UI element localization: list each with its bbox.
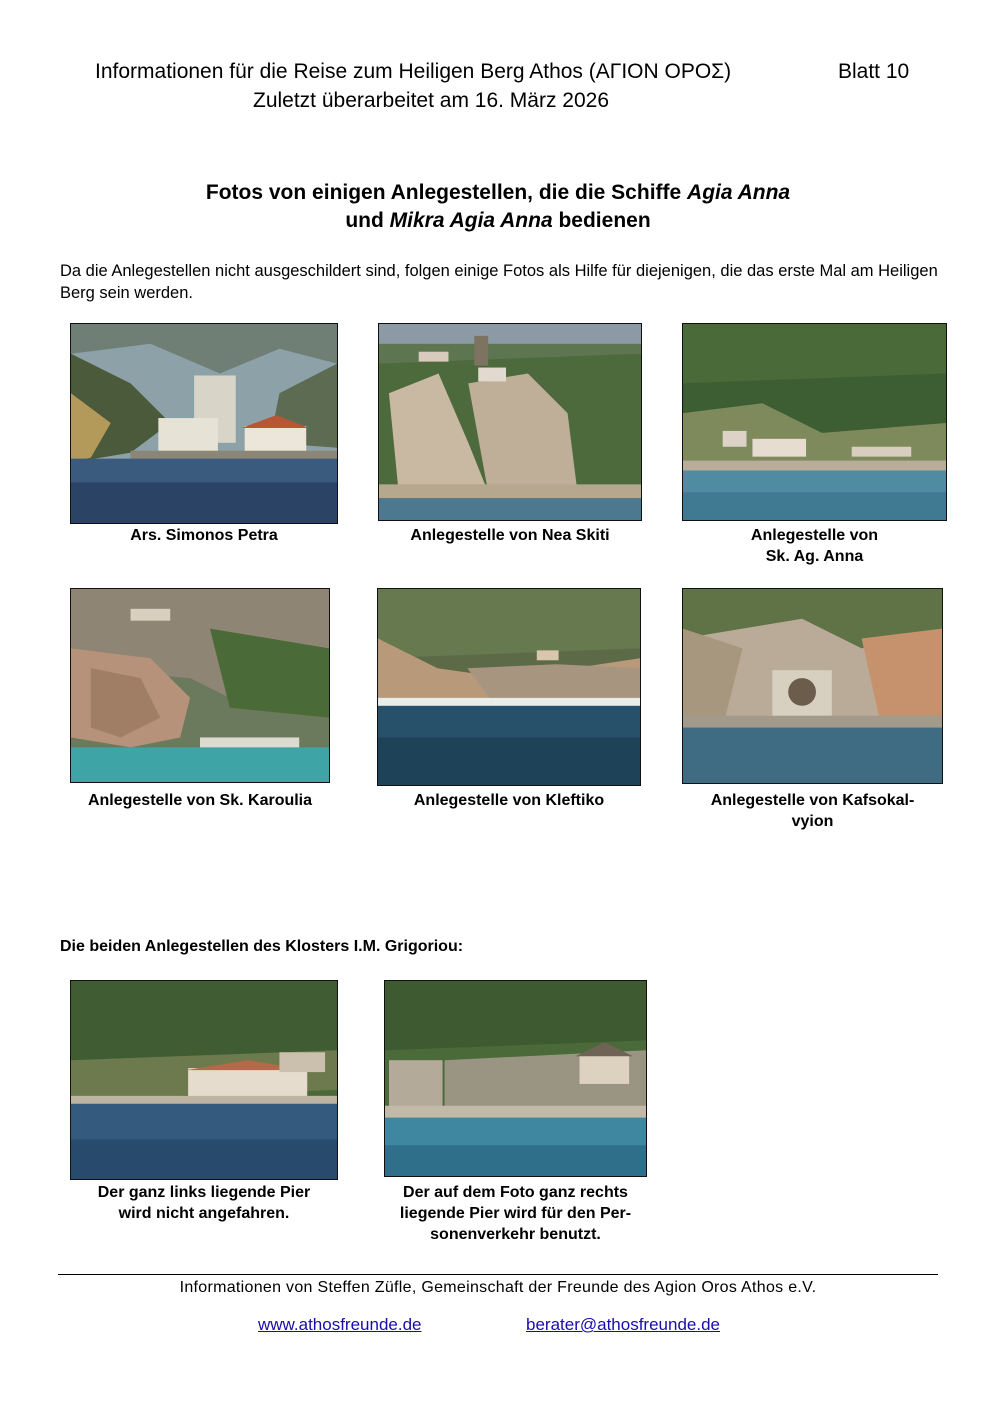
photo-caption [60,790,340,811]
header-title-text: Informationen für die Reise zum Heiligen Berg Athos (ΑΓΙΟΝ ΟΡΟΣ) [95,60,732,83]
photo-caption [70,525,338,546]
photo-caption [682,790,943,832]
photo-caption [682,525,947,567]
caption-line: liegende Pier wird für den Per- [399,1205,632,1222]
sheet-number: Blatt 10 [838,60,910,83]
caption-line: wird nicht angefahren. [118,1205,290,1222]
caption-line: sonenverkehr benutzt. [430,1226,601,1243]
caption-line: Der auf dem Foto ganz rechts [403,1184,628,1201]
grigoriou-heading: Die beiden Anlegestellen des Klosters I.M. Grigoriou: [60,938,464,955]
caption-line: Anlegestelle von Kleftiko [413,792,605,809]
caption-line: Anlegestelle von Kafsokal- [710,792,915,809]
title-text: Fotos von einigen Anlegestellen, die die Schiffe [205,181,688,204]
header-title [95,60,935,84]
caption-line: Anlegestelle von [750,527,879,544]
photo-grigoriou-left [70,980,338,1180]
page-title-line-2 [0,207,996,235]
photo-kafsokalyvion [682,588,943,784]
last-revised: Zuletzt überarbeitet am 16. März 2026 [253,89,610,112]
photo-caption [377,790,641,811]
email-link[interactable]: berater@athosfreunde.de [526,1315,720,1334]
ship-name: Mikra Agia Anna [389,209,553,232]
page-title [0,179,996,235]
intro-paragraph: Da die Anlegestellen nicht ausgeschildert sind, folgen einige Fotos als Hilfe für diejenigen, die das erste Mal am Heiligen Berg sein werden. [60,262,938,302]
photo-sk-ag-anna [682,323,947,521]
photo-grigoriou-right [384,980,647,1177]
caption-line: Anlegestelle von Sk. Karoulia [87,792,313,809]
photo-nea-skiti [378,323,642,521]
caption-line: Ars. Simonos Petra [130,527,278,544]
page-title-line-1 [0,179,996,207]
photo-kleftiko [377,588,641,786]
photo-caption [378,525,642,546]
website-link[interactable]: www.athosfreunde.de [258,1315,422,1334]
ship-name: Agia Anna [687,181,791,204]
footer-divider [58,1274,938,1275]
photo-caption [374,1182,657,1245]
title-text: und [345,209,390,232]
photo-simonos-petra [70,323,338,524]
photo-caption [60,1182,348,1224]
caption-line: Anlegestelle von Nea Skiti [410,527,610,544]
photo-sk-karoulia [70,588,330,783]
footer-text: Informationen von Steffen Züfle, Gemeinschaft der Freunde des Agion Oros Athos e.V. [179,1279,817,1296]
caption-line: Sk. Ag. Anna [765,548,864,565]
caption-line: vyion [791,813,834,830]
caption-line: Der ganz links liegende Pier [97,1184,311,1201]
title-text: bedienen [552,209,651,232]
